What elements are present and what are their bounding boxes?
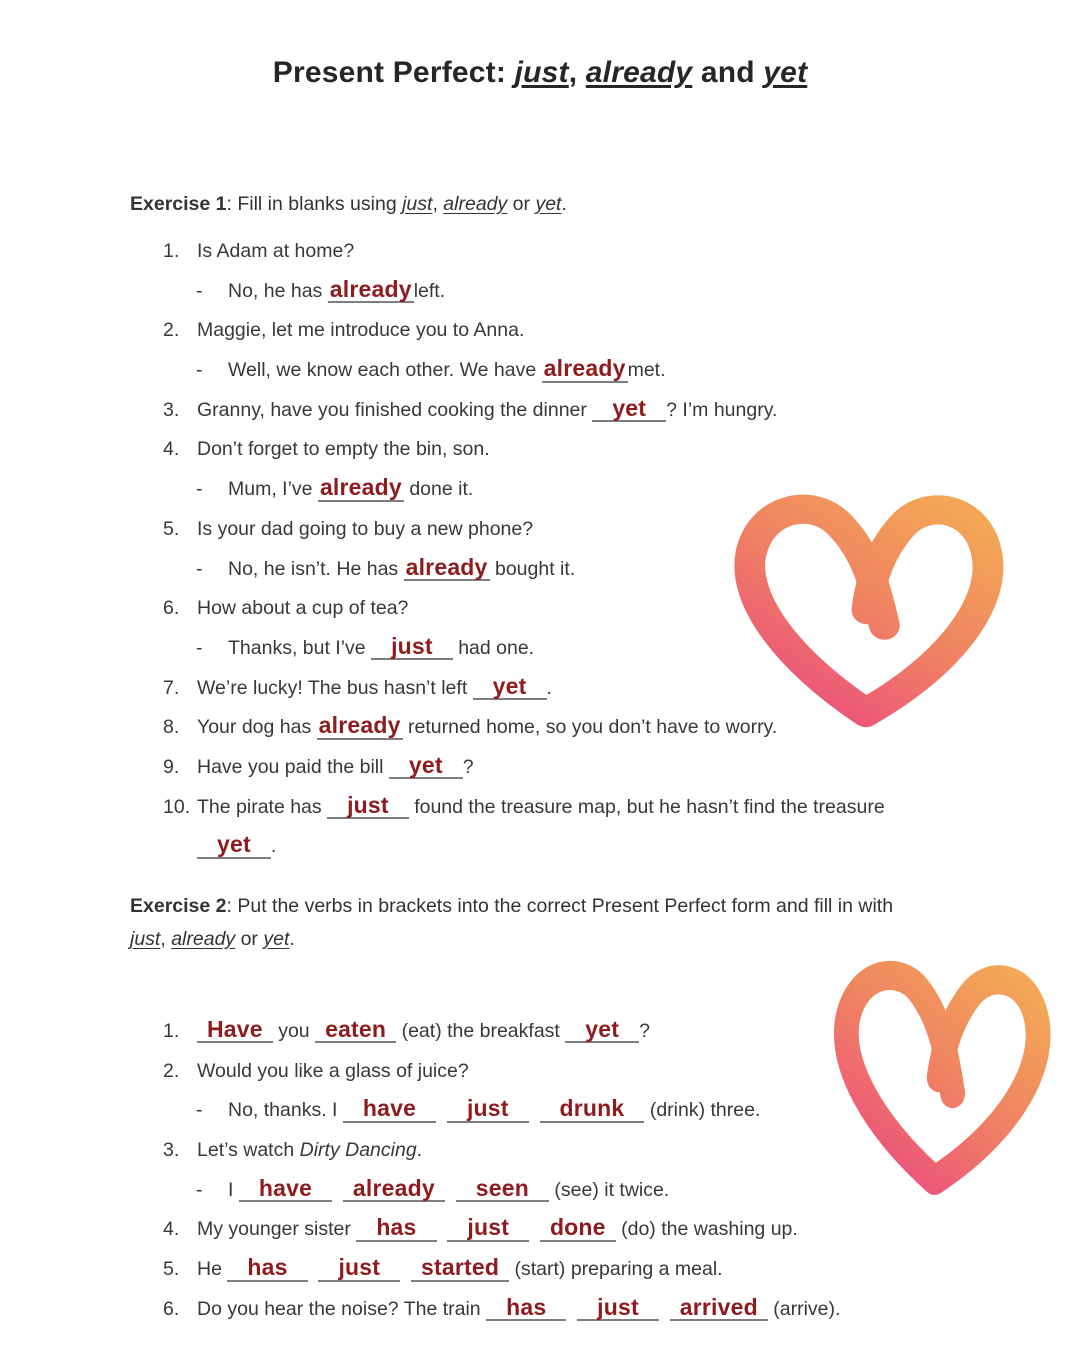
answer-text: done [549, 1214, 606, 1241]
answer-blank [389, 753, 463, 779]
text: (arrive). [767, 1297, 841, 1320]
text: Granny, have you finished cooking the dinner [197, 398, 593, 421]
answer-blank [328, 277, 414, 303]
line-text [197, 831, 277, 858]
text: Let’s watch [197, 1139, 300, 1162]
answer-blank [404, 555, 490, 581]
italic-underlined-keyword: already [171, 928, 236, 950]
item-number: 6. [163, 597, 180, 620]
answer-text: just [338, 1254, 381, 1281]
text: . [561, 193, 567, 215]
answer-text: yet [408, 751, 443, 778]
text [332, 1179, 343, 1201]
text: and [692, 56, 764, 89]
text: No, thanks. I [228, 1099, 343, 1122]
text: returned home, so you don’t have to worry. [402, 716, 778, 739]
italic-underlined-keyword: already [585, 56, 693, 89]
text: . [289, 928, 295, 950]
answer-text: already [318, 712, 401, 739]
text: (start) preparing a meal. [509, 1258, 723, 1281]
text: No, he isn’t. He has [228, 557, 404, 580]
line-text [197, 394, 778, 421]
exercise-line [163, 351, 993, 391]
line-text [197, 791, 885, 818]
text: (do) the washing up. [615, 1218, 798, 1241]
answer-blank [317, 713, 403, 739]
answer-blank [447, 1096, 529, 1122]
text: done it. [403, 478, 474, 501]
text: Present Perfect: [272, 56, 515, 89]
text: ? I’m hungry. [666, 398, 778, 421]
text [400, 1258, 411, 1280]
exercise1-heading [130, 188, 950, 221]
answer-text: seen [475, 1174, 529, 1201]
text [529, 1218, 540, 1240]
text: : Put the verbs in brackets into the correct Present Perfect form and fill in with [226, 895, 894, 917]
line-text [228, 474, 474, 501]
line-text [197, 1214, 798, 1241]
item-number: 2. [163, 1059, 180, 1082]
response-dash: - [196, 636, 203, 659]
answer-blank [540, 1215, 616, 1241]
text: ? [462, 755, 474, 778]
line-text [197, 751, 474, 778]
item-number: 7. [163, 676, 180, 699]
text: or [507, 193, 536, 215]
exercise-line [163, 272, 993, 312]
text: Your dog has [197, 716, 317, 739]
line-text [228, 632, 535, 659]
response-dash: - [196, 557, 203, 580]
exercise-line [163, 391, 993, 431]
text: Have you paid the bill [197, 755, 389, 778]
answer-text: yet [612, 394, 647, 421]
text [437, 1218, 448, 1240]
text: I [228, 1178, 239, 1201]
exercise-line [163, 748, 993, 788]
text: (drink) three. [644, 1099, 761, 1122]
text: . [270, 835, 277, 858]
response-dash: - [196, 1099, 203, 1122]
answer-blank [411, 1255, 509, 1281]
answer-blank [473, 674, 547, 700]
answer-blank [197, 832, 271, 858]
answer-text: yet [217, 831, 251, 858]
response-dash: - [196, 478, 203, 501]
text: Mum, I’ve [228, 478, 318, 501]
item-number: 6. [163, 1297, 180, 1320]
answer-blank [318, 1255, 400, 1281]
item-number: 2. [163, 319, 180, 342]
line-text [228, 553, 576, 580]
line-text [197, 1254, 723, 1281]
answer-text: just [466, 1095, 509, 1122]
bold-text: Exercise 1 [130, 193, 227, 215]
text: Would you like a glass of juice? [197, 1059, 469, 1082]
text: , [432, 193, 444, 215]
answer-blank [239, 1176, 332, 1202]
answer-text: has [506, 1293, 547, 1320]
answer-text: drunk [559, 1095, 625, 1122]
text [659, 1298, 670, 1320]
text [445, 1179, 456, 1201]
text: Is Adam at home? [197, 240, 355, 262]
text [436, 1099, 447, 1121]
answer-blank [315, 1017, 396, 1043]
item-number: 9. [163, 755, 180, 778]
exercise-line [163, 1250, 1033, 1290]
ribbon-heart-icon [814, 932, 1071, 1202]
answer-text: already [319, 474, 402, 501]
answer-text: Have [207, 1016, 263, 1042]
answer-blank [670, 1295, 768, 1321]
answer-text: just [391, 632, 433, 659]
italic-underlined-keyword: just [130, 928, 161, 950]
line-text [228, 275, 446, 302]
line-text [228, 355, 666, 382]
answer-blank [343, 1096, 436, 1122]
line-text [197, 597, 408, 619]
text: ? [639, 1020, 650, 1042]
item-number: 3. [163, 398, 180, 421]
text: No, he has [228, 279, 328, 302]
answer-text: just [597, 1293, 639, 1320]
bold-text: Exercise 2 [130, 895, 227, 917]
line-text [228, 1174, 670, 1201]
answer-text: eaten [325, 1016, 387, 1042]
italic-text: Dirty Dancing [299, 1139, 417, 1162]
answer-text: has [247, 1254, 288, 1281]
item-number: 3. [163, 1139, 180, 1162]
line-text [197, 1139, 422, 1161]
exercise-line [163, 1210, 1033, 1250]
italic-underlined-keyword: yet [763, 56, 808, 89]
item-number: 1. [163, 1020, 180, 1042]
line-text [197, 518, 533, 540]
ribbon-heart-icon [716, 468, 1024, 730]
answer-blank [592, 396, 666, 422]
answer-blank [447, 1215, 529, 1241]
text: . [546, 676, 552, 699]
answer-blank [371, 634, 453, 660]
answer-text: already [329, 275, 412, 302]
answer-blank [486, 1295, 566, 1321]
exercise-line [163, 827, 993, 867]
text: Do you hear the noise? The train [197, 1297, 487, 1320]
line-text [197, 1016, 650, 1042]
answer-blank [577, 1295, 659, 1321]
exercise-line [163, 311, 993, 351]
page-title [0, 56, 1080, 90]
answer-blank [197, 1017, 273, 1043]
text: He [197, 1258, 228, 1281]
heading-line [130, 890, 960, 923]
answer-text: already [543, 355, 626, 382]
text: . [416, 1139, 423, 1162]
answer-text: already [405, 553, 488, 580]
item-number: 5. [163, 517, 180, 540]
answer-text: yet [585, 1016, 620, 1042]
text [529, 1099, 540, 1121]
answer-blank [227, 1255, 307, 1281]
answer-blank [318, 475, 404, 501]
text: : Fill in blanks using [226, 193, 403, 215]
text: had one. [452, 636, 535, 659]
text: (eat) the breakfast [396, 1020, 566, 1042]
text [308, 1258, 319, 1280]
answer-blank [542, 356, 628, 382]
answer-blank [356, 1215, 436, 1241]
answer-text: just [347, 791, 389, 818]
text: How about a cup of tea? [197, 597, 409, 620]
italic-underlined-keyword: already [443, 193, 508, 215]
item-number: 8. [163, 716, 180, 739]
text: left. [413, 279, 446, 302]
answer-blank [327, 793, 409, 819]
line-text [197, 672, 552, 699]
text: , [568, 56, 586, 89]
item-number: 1. [163, 240, 180, 262]
item-number: 5. [163, 1258, 180, 1281]
italic-underlined-keyword: just [514, 56, 569, 89]
text: My younger sister [197, 1218, 357, 1241]
answer-text: arrived [679, 1293, 758, 1320]
text: We’re lucky! The bus hasn’t left [197, 676, 473, 699]
line-text [197, 319, 524, 341]
text: The pirate has [197, 795, 328, 818]
answer-blank [565, 1017, 639, 1043]
answer-blank [343, 1176, 445, 1202]
response-dash: - [196, 359, 203, 382]
exercise-line [163, 232, 993, 272]
answer-text: just [467, 1214, 510, 1241]
answer-text: have [362, 1095, 417, 1122]
text: met. [627, 359, 666, 382]
text: you [272, 1020, 316, 1042]
italic-underlined-keyword: yet [263, 928, 290, 950]
text: (see) it twice. [548, 1178, 670, 1201]
text: Thanks, but I’ve [228, 636, 372, 659]
exercise-line [163, 788, 993, 828]
answer-blank [456, 1176, 549, 1202]
text: bought it. [489, 557, 576, 580]
italic-underlined-keyword: yet [535, 193, 562, 215]
line-text [197, 438, 490, 460]
line-text [197, 240, 354, 262]
line-text [228, 1095, 761, 1122]
text: Maggie, let me introduce you to Anna. [197, 319, 525, 342]
text: , [160, 928, 172, 950]
text: or [235, 928, 264, 950]
response-dash: - [196, 1178, 203, 1201]
line-text [197, 1060, 469, 1082]
answer-text: started [420, 1254, 500, 1281]
line-text [197, 1293, 841, 1320]
item-number: 4. [163, 438, 180, 461]
text: Don’t forget to empty the bin, son. [197, 438, 490, 461]
text: Well, we know each other. We have [228, 359, 542, 382]
answer-text: have [258, 1174, 313, 1201]
line-text [197, 712, 778, 739]
exercise-line [163, 1290, 1033, 1330]
italic-underlined-keyword: just [402, 193, 433, 215]
answer-text: has [376, 1214, 417, 1241]
answer-blank [540, 1096, 645, 1122]
exercise-line [163, 430, 993, 470]
text: found the treasure map, but he hasn’t find the treasure [408, 795, 885, 818]
text [566, 1298, 577, 1320]
answer-text: yet [492, 672, 527, 699]
text: Is your dad going to buy a new phone? [197, 517, 534, 540]
item-number: 10. [163, 795, 191, 818]
item-number: 4. [163, 1218, 180, 1241]
answer-text: already [352, 1174, 435, 1201]
response-dash: - [196, 279, 203, 302]
